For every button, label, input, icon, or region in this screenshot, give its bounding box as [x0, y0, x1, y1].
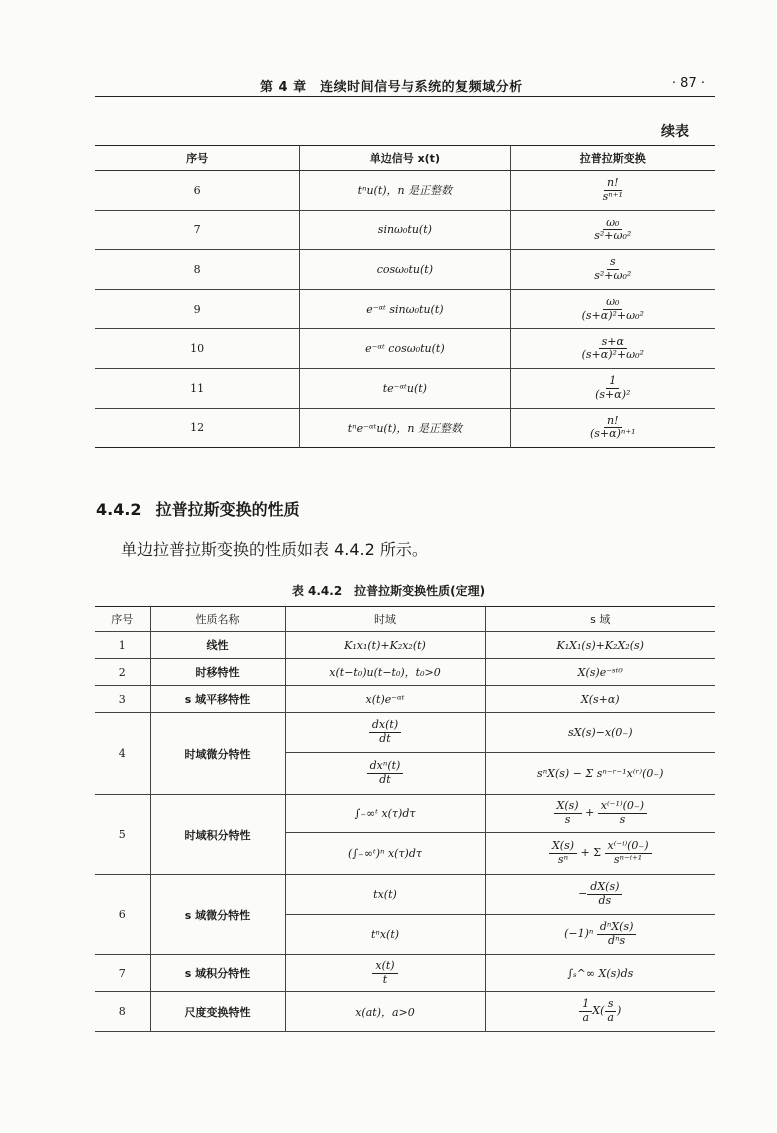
signal-expr: tⁿe⁻ᵅᵗu(t)，n 是正整数	[300, 408, 510, 448]
s-domain-expr: X(s+α)	[485, 686, 715, 713]
transform-expr	[510, 171, 715, 211]
close-paren: )	[616, 1004, 622, 1018]
signal-expr: te⁻ᵅᵗu(t)	[300, 368, 510, 408]
fraction	[597, 921, 637, 947]
fraction	[591, 256, 634, 282]
table-row	[95, 210, 715, 250]
time-domain-expr	[285, 713, 485, 753]
denominator: sⁿ⁺¹	[602, 189, 623, 203]
s-domain-expr: sⁿX(s) − Σ sⁿ⁻ʳ⁻¹x⁽ʳ⁾(0₋)	[485, 753, 715, 795]
denominator: a	[582, 1011, 590, 1024]
numerator: x⁽⁻ⁱ⁾(0₋)	[605, 840, 652, 854]
numerator: dx(t)	[369, 719, 401, 733]
fraction	[605, 840, 652, 866]
row-no: 12	[95, 408, 300, 448]
time-domain-expr	[285, 955, 485, 992]
transform-expr	[510, 289, 715, 329]
row-no: 2	[95, 659, 150, 686]
table-row	[95, 992, 715, 1032]
denominator: (s+α)ⁿ⁺¹	[590, 427, 636, 441]
numerator: X(s)	[549, 840, 577, 854]
property-name: 时移特性	[150, 659, 285, 686]
fraction	[592, 375, 633, 401]
transform-expr	[510, 329, 715, 369]
col-header-time-domain: 时域	[285, 607, 485, 632]
s-domain-expr	[485, 915, 715, 955]
fraction	[367, 760, 404, 786]
numerator: ω₀	[603, 217, 622, 231]
table-row	[95, 713, 715, 753]
denominator: t	[382, 972, 388, 986]
property-name: s 域平移特性	[150, 686, 285, 713]
time-domain-expr: x(t−t₀)u(t−t₀)，t₀>0	[285, 659, 485, 686]
numerator: dⁿX(s)	[597, 921, 637, 935]
row-no: 11	[95, 368, 300, 408]
denominator: (s+α)²+ω₀²	[581, 348, 644, 362]
property-name: 尺度变换特性	[150, 992, 285, 1032]
signal-expr: cosω₀tu(t)	[300, 250, 510, 290]
s-domain-expr: K₁X₁(s)+K₂X₂(s)	[485, 632, 715, 659]
row-no: 7	[95, 955, 150, 992]
numerator: 1	[579, 998, 592, 1012]
fraction	[554, 800, 582, 826]
property-name: 时域积分特性	[150, 795, 285, 875]
numerator: s	[605, 998, 617, 1012]
fraction	[591, 217, 634, 243]
fraction	[372, 960, 397, 986]
col-header-signal: 单边信号 x(t)	[300, 146, 510, 171]
denominator: s	[619, 813, 626, 826]
numerator: dX(s)	[587, 881, 622, 895]
fraction	[587, 415, 639, 441]
col-header-no: 序号	[95, 607, 150, 632]
denominator: sⁿ⁻ⁱ⁺¹	[613, 853, 643, 866]
denominator: ds	[598, 894, 612, 907]
s-domain-expr: sX(s)−x(0₋)	[485, 713, 715, 753]
table-row	[95, 955, 715, 992]
time-domain-expr: (∫₋∞ᵗ)ⁿ x(τ)dτ	[285, 833, 485, 875]
s-domain-expr: ∫ₛ^∞ X(s)ds	[485, 955, 715, 992]
table-header-row	[95, 607, 715, 632]
row-no: 9	[95, 289, 300, 329]
table-row	[95, 795, 715, 833]
numerator: n!	[604, 415, 622, 429]
col-header-s-domain: s 域	[485, 607, 715, 632]
table-row	[95, 289, 715, 329]
denominator: a	[607, 1011, 614, 1024]
denominator: s	[564, 813, 571, 826]
fraction	[598, 800, 647, 826]
denominator: (s+α)²	[595, 387, 631, 401]
property-name: 线性	[150, 632, 285, 659]
body-paragraph: 单边拉普拉斯变换的性质如表 4.4.2 所示。	[121, 540, 428, 559]
s-domain-expr	[485, 992, 715, 1032]
col-header-property: 性质名称	[150, 607, 285, 632]
s-domain-expr: X(s)e⁻ˢᵗ⁰	[485, 659, 715, 686]
table-caption: 表 4.4.2 拉普拉斯变换性质(定理)	[291, 584, 486, 598]
property-name: s 域积分特性	[150, 955, 285, 992]
row-no: 6	[95, 171, 300, 211]
table-row	[95, 875, 715, 915]
fraction	[549, 840, 577, 866]
signal-expr: tⁿu(t)，n 是正整数	[300, 171, 510, 211]
numerator: s	[607, 256, 619, 270]
x-func: X(	[592, 1004, 605, 1018]
table-row	[95, 686, 715, 713]
numerator: n!	[604, 177, 622, 191]
numerator: dxⁿ(t)	[367, 760, 404, 774]
plus-sign: +	[585, 806, 595, 820]
row-no: 10	[95, 329, 300, 369]
time-domain-expr: K₁x₁(t)+K₂x₂(t)	[285, 632, 485, 659]
time-domain-expr	[285, 753, 485, 795]
denominator: s²+ω₀²	[594, 229, 632, 243]
chapter-title: 第 4 章 连续时间信号与系统的复频域分析	[260, 80, 523, 95]
table-row	[95, 368, 715, 408]
numerator: ω₀	[603, 296, 622, 310]
fraction	[579, 296, 647, 322]
time-domain-expr: tⁿx(t)	[285, 915, 485, 955]
row-no: 1	[95, 632, 150, 659]
section-title: 拉普拉斯变换的性质	[155, 500, 300, 519]
transform-expr	[510, 368, 715, 408]
row-no: 6	[95, 875, 150, 955]
time-domain-expr: ∫₋∞ᵗ x(τ)dτ	[285, 795, 485, 833]
minus-sign: −	[578, 887, 588, 901]
s-domain-expr	[485, 833, 715, 875]
s-domain-expr	[485, 795, 715, 833]
fraction	[600, 177, 626, 203]
row-no: 5	[95, 795, 150, 875]
denominator: dt	[379, 773, 391, 786]
fraction	[579, 998, 592, 1024]
row-no: 7	[95, 210, 300, 250]
table-row	[95, 250, 715, 290]
numerator: X(s)	[554, 800, 582, 814]
property-name: 时域微分特性	[150, 713, 285, 795]
section-heading	[96, 497, 300, 520]
time-domain-expr: x(at)，a>0	[285, 992, 485, 1032]
row-no: 4	[95, 713, 150, 795]
transform-expr	[510, 210, 715, 250]
plus-sum-sign: + Σ	[580, 846, 602, 860]
col-header-no: 序号	[95, 146, 300, 171]
row-no: 8	[95, 992, 150, 1032]
denominator: s²+ω₀²	[594, 268, 632, 282]
denominator: dt	[379, 732, 391, 745]
transform-expr	[510, 250, 715, 290]
row-no: 3	[95, 686, 150, 713]
denominator: (s+α)²+ω₀²	[581, 308, 644, 322]
numerator: x⁽⁻¹⁾(0₋)	[598, 800, 647, 814]
numerator: x(t)	[372, 960, 397, 974]
time-domain-expr: x(t)e⁻ᵅᵗ	[285, 686, 485, 713]
page-number: · 87 ·	[671, 76, 705, 91]
col-header-transform: 拉普拉斯变换	[510, 146, 715, 171]
fraction	[587, 881, 622, 907]
table-row	[95, 171, 715, 211]
fraction	[369, 719, 401, 745]
section-number: 4.4.2	[96, 500, 142, 519]
property-name: s 域微分特性	[150, 875, 285, 955]
denominator: sⁿ	[557, 853, 569, 866]
s-domain-expr	[485, 875, 715, 915]
signal-expr: sinω₀tu(t)	[300, 210, 510, 250]
table-row	[95, 329, 715, 369]
denominator: dⁿs	[608, 934, 626, 947]
table-row	[95, 659, 715, 686]
transform-expr	[510, 408, 715, 448]
sign-factor: (−1)ⁿ	[564, 927, 597, 941]
continued-label: 续表	[661, 124, 689, 140]
table-row	[95, 632, 715, 659]
row-no: 8	[95, 250, 300, 290]
laplace-properties-table	[95, 606, 715, 1032]
signal-expr: e⁻ᵅᵗ cosω₀tu(t)	[300, 329, 510, 369]
fraction	[604, 998, 617, 1024]
table-row	[95, 408, 715, 448]
signal-expr: e⁻ᵅᵗ sinω₀tu(t)	[300, 289, 510, 329]
time-domain-expr: tx(t)	[285, 875, 485, 915]
numerator: 1	[606, 375, 619, 389]
table-header-row	[95, 146, 715, 171]
numerator: s+α	[599, 336, 627, 350]
laplace-transform-pairs-table	[95, 145, 715, 448]
running-header	[95, 74, 715, 97]
fraction	[579, 336, 647, 362]
